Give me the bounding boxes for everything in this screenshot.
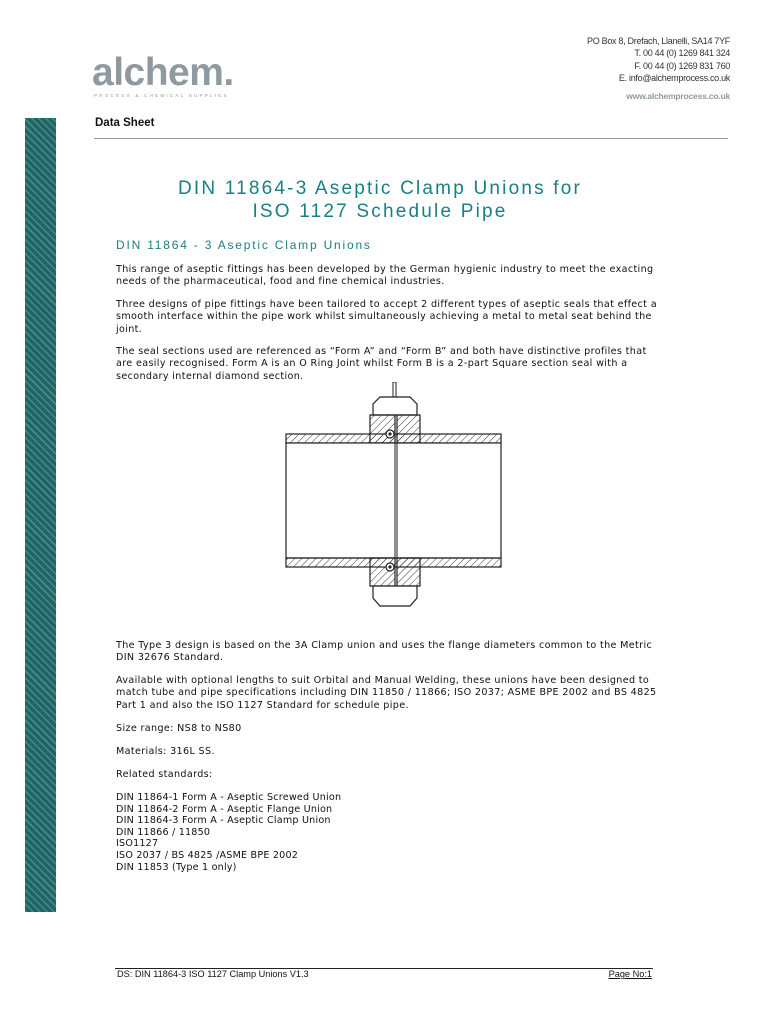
decorative-side-bar [25, 118, 56, 912]
seals-paragraph: The seal sections used are referenced as “Form A” and “Form B” and both have distinctive profiles that are easily recognised. Form A is an O Ring Joint whilst Form B is a 2-part Square section seal with a secondary internal diamond section. [116, 346, 647, 382]
related-standards-list [116, 792, 341, 873]
lengths-paragraph: Available with optional lengths to suit Orbital and Manual Welding, these unions have been designed to match tube and pipe specifications including DIN 11850 / 11866; ISO 2037; ASME BPE 2002 and BS 4825 Part 1 and also the ISO 1127 Standard for schedule pipe. [116, 675, 657, 711]
company-logo [92, 51, 234, 100]
contact-phone: T. 00 44 (0) 1269 841 324 [634, 48, 730, 59]
contact-fax: F. 00 44 (0) 1269 831 760 [634, 60, 730, 71]
clamp-bolt [393, 382, 396, 397]
header-divider [94, 138, 728, 139]
footer-page-number: Page No:1 [608, 969, 652, 979]
intro-paragraph: This range of aseptic fittings has been developed by the German hygienic industry to meet the exacting needs of the pharmaceutical, food and fine chemical industries. [116, 264, 654, 288]
page-title [100, 177, 660, 223]
contact-address: PO Box 8, Drefach, Llanelli, SA14 7YF [587, 36, 730, 46]
list-item: DIN 11864-2 Form A - Aseptic Flange Union [116, 803, 333, 815]
list-item: ISO 2037 / BS 4825 /ASME BPE 2002 [116, 849, 299, 861]
list-item: ISO1127 [116, 838, 159, 850]
contact-website[interactable]: www.alchemprocess.co.uk [626, 90, 730, 101]
list-item: DIN 11853 (Type 1 only) [116, 861, 237, 873]
materials: Materials: 316L SS. [116, 746, 215, 757]
section-subtitle: DIN 11864 - 3 Aseptic Clamp Unions [116, 238, 372, 252]
title-line-2: ISO 1127 Schedule Pipe [252, 201, 508, 222]
clamp-union-diagram [280, 382, 505, 634]
bottom-clamp [373, 586, 417, 606]
size-range: Size range: NS8 to NS80 [116, 723, 242, 734]
upper-left-flange [370, 415, 395, 443]
list-item: DIN 11866 / 11850 [116, 826, 211, 838]
top-clamp [373, 397, 417, 415]
contact-email[interactable]: E. info@alchemprocess.co.uk [618, 73, 730, 84]
lower-right-flange [397, 558, 420, 586]
designs-paragraph: Three designs of pipe fittings have been tailored to accept 2 different types of aseptic seals that effect a smooth interface within the pipe work whilst simultaneously achieving a metal to metal seat behind the joint. [116, 299, 657, 335]
list-item: DIN 11864-3 Form A - Aseptic Clamp Union [116, 815, 331, 827]
pipe-bore [286, 443, 501, 558]
upper-right-flange [397, 415, 420, 443]
type3-paragraph: The Type 3 design is based on the 3A Clamp union and uses the flange diameters common to the Metric DIN 32676 Standard. [116, 640, 653, 664]
lower-left-flange [370, 558, 395, 586]
contact-block [587, 35, 730, 102]
footer-doc-ref: DS: DIN 11864-3 ISO 1127 Clamp Unions V1.3 [117, 969, 309, 979]
logo-wordmark: alchem. [92, 51, 234, 94]
related-standards-label: Related standards: [116, 769, 213, 780]
list-item: DIN 11864-1 Form A - Aseptic Screwed Union [116, 792, 342, 803]
sheet-label: Data Sheet [95, 117, 155, 129]
title-line-1: DIN 11864-3 Aseptic Clamp Unions for [177, 178, 583, 199]
logo-tagline: PROCESS & CHEMICAL SUPPLIES [94, 93, 229, 98]
